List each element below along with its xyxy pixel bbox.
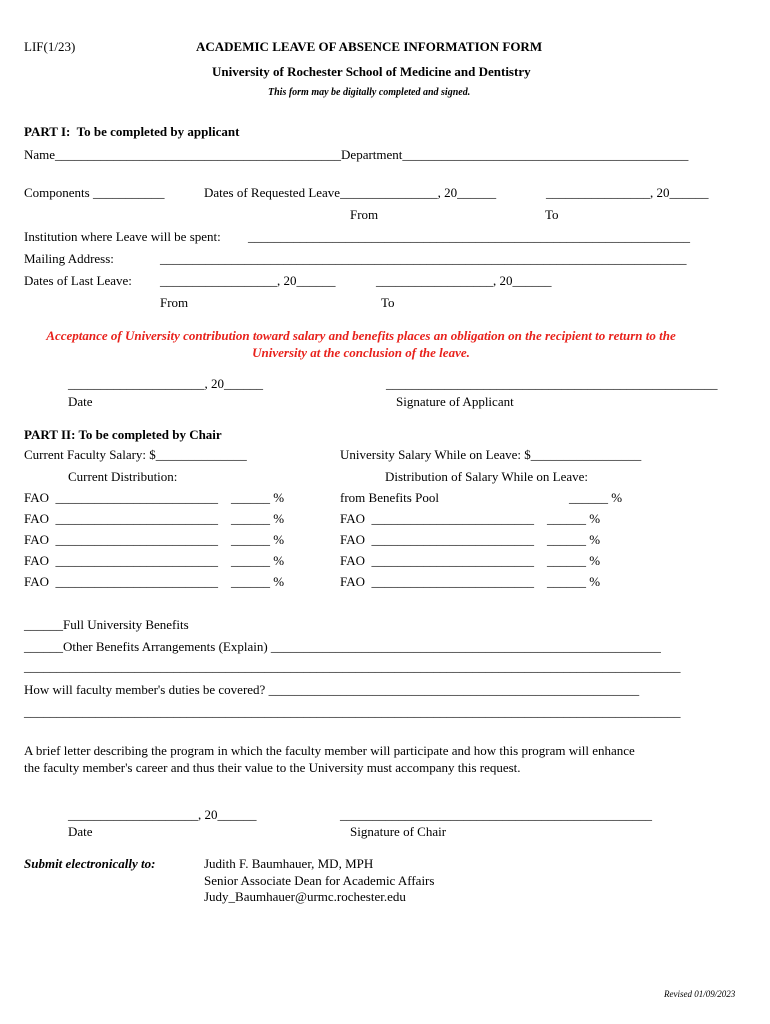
last-leave-label: Dates of Last Leave: (24, 273, 132, 288)
components-field[interactable]: Components ___________ (24, 185, 165, 200)
fao-right-row[interactable]: FAO _________________________ ______ % (340, 553, 601, 568)
benefits-pool-percent-field[interactable]: ______ % (569, 490, 623, 505)
duties-coverage-field[interactable]: How will faculty member's duties be covered? _________________________________________________________ (24, 682, 640, 697)
obligation-notice-line2: University at the conclusion of the leave. (252, 345, 470, 360)
contact-email[interactable]: Judy_Baumhauer@urmc.rochester.edu (204, 889, 406, 904)
current-distribution-label: Current Distribution: (68, 469, 178, 484)
revision-date: Revised 01/09/2023 (664, 989, 736, 999)
fao-right-row[interactable]: FAO _________________________ ______ % (340, 532, 601, 547)
letter-instruction-line1: A brief letter describing the program in which the faculty member will participate and how this program will enhance (24, 743, 635, 758)
contact-title: Senior Associate Dean for Academic Affairs (204, 873, 435, 888)
obligation-notice-line1: Acceptance of University contribution toward salary and benefits places an obligation on the recipient to return to the (46, 328, 676, 343)
chair-signature-label: Signature of Chair (350, 824, 447, 839)
fao-left-row[interactable]: FAO _________________________ ______ % (24, 574, 285, 589)
last-leave-from-label: From (160, 295, 189, 310)
mailing-address-field[interactable]: _________________________________________________________________________________ (160, 251, 687, 266)
chair-date-label: Date (68, 824, 93, 839)
fao-right-row[interactable]: FAO _________________________ ______ % (340, 511, 601, 526)
other-benefits-continuation[interactable]: _____________________________________________________________________________________________________ (24, 659, 681, 674)
chair-signature-field[interactable]: ________________________________________________ (340, 807, 652, 822)
institution-label: Institution where Leave will be spent: (24, 229, 221, 244)
dates-requested-from-field[interactable]: Dates of Requested Leave_______________, 20______ (204, 185, 497, 200)
fao-left-row[interactable]: FAO _________________________ ______ % (24, 553, 285, 568)
applicant-date-label: Date (68, 394, 93, 409)
chair-date-field[interactable]: ____________________, 20______ (68, 807, 257, 822)
mailing-address-label: Mailing Address: (24, 251, 114, 266)
last-leave-to-field[interactable]: __________________, 20______ (376, 273, 552, 288)
dates-requested-to-field[interactable]: ________________, 20______ (546, 185, 709, 200)
form-title: ACADEMIC LEAVE OF ABSENCE INFORMATION FORM (196, 39, 543, 54)
last-leave-from-field[interactable]: __________________, 20______ (160, 273, 336, 288)
contact-name: Judith F. Baumhauer, MD, MPH (204, 856, 374, 871)
letter-instruction-line2: the faculty member's career and thus their value to the University must accompany this request. (24, 760, 521, 775)
institution-field[interactable]: ____________________________________________________________________ (248, 229, 690, 244)
part1-heading: PART I: To be completed by applicant (24, 124, 240, 139)
applicant-signature-field[interactable]: ___________________________________________________ (386, 376, 718, 391)
applicant-signature-label: Signature of Applicant (396, 394, 514, 409)
to-label: To (545, 207, 559, 222)
benefits-pool-label: from Benefits Pool (340, 490, 439, 505)
last-leave-to-label: To (381, 295, 395, 310)
part2-heading: PART II: To be completed by Chair (24, 427, 222, 442)
fao-left-row[interactable]: FAO _________________________ ______ % (24, 511, 285, 526)
fao-left-row[interactable]: FAO _________________________ ______ % (24, 490, 285, 505)
fao-left-row[interactable]: FAO _________________________ ______ % (24, 532, 285, 547)
other-benefits-field[interactable]: ______Other Benefits Arrangements (Explain) ____________________________________________________________ (24, 639, 661, 654)
full-benefits-field[interactable]: ______Full University Benefits (24, 617, 189, 632)
leave-distribution-label: Distribution of Salary While on Leave: (385, 469, 589, 484)
form-code: LIF(1/23) (24, 39, 76, 54)
leave-salary-field[interactable]: University Salary While on Leave: $_________________ (340, 447, 642, 462)
submit-label: Submit electronically to: (24, 856, 156, 871)
duties-coverage-continuation[interactable]: _____________________________________________________________________________________________________ (24, 704, 681, 719)
name-department-line[interactable]: Name____________________________________________Department____________________________________________ (24, 147, 689, 162)
applicant-date-field[interactable]: _____________________, 20______ (68, 376, 263, 391)
form-note: This form may be digitally completed and signed. (268, 87, 471, 98)
form-subtitle: University of Rochester School of Medicine and Dentistry (212, 64, 531, 79)
from-label: From (350, 207, 379, 222)
current-salary-field[interactable]: Current Faculty Salary: $______________ (24, 447, 247, 462)
fao-right-row[interactable]: FAO _________________________ ______ % (340, 574, 601, 589)
